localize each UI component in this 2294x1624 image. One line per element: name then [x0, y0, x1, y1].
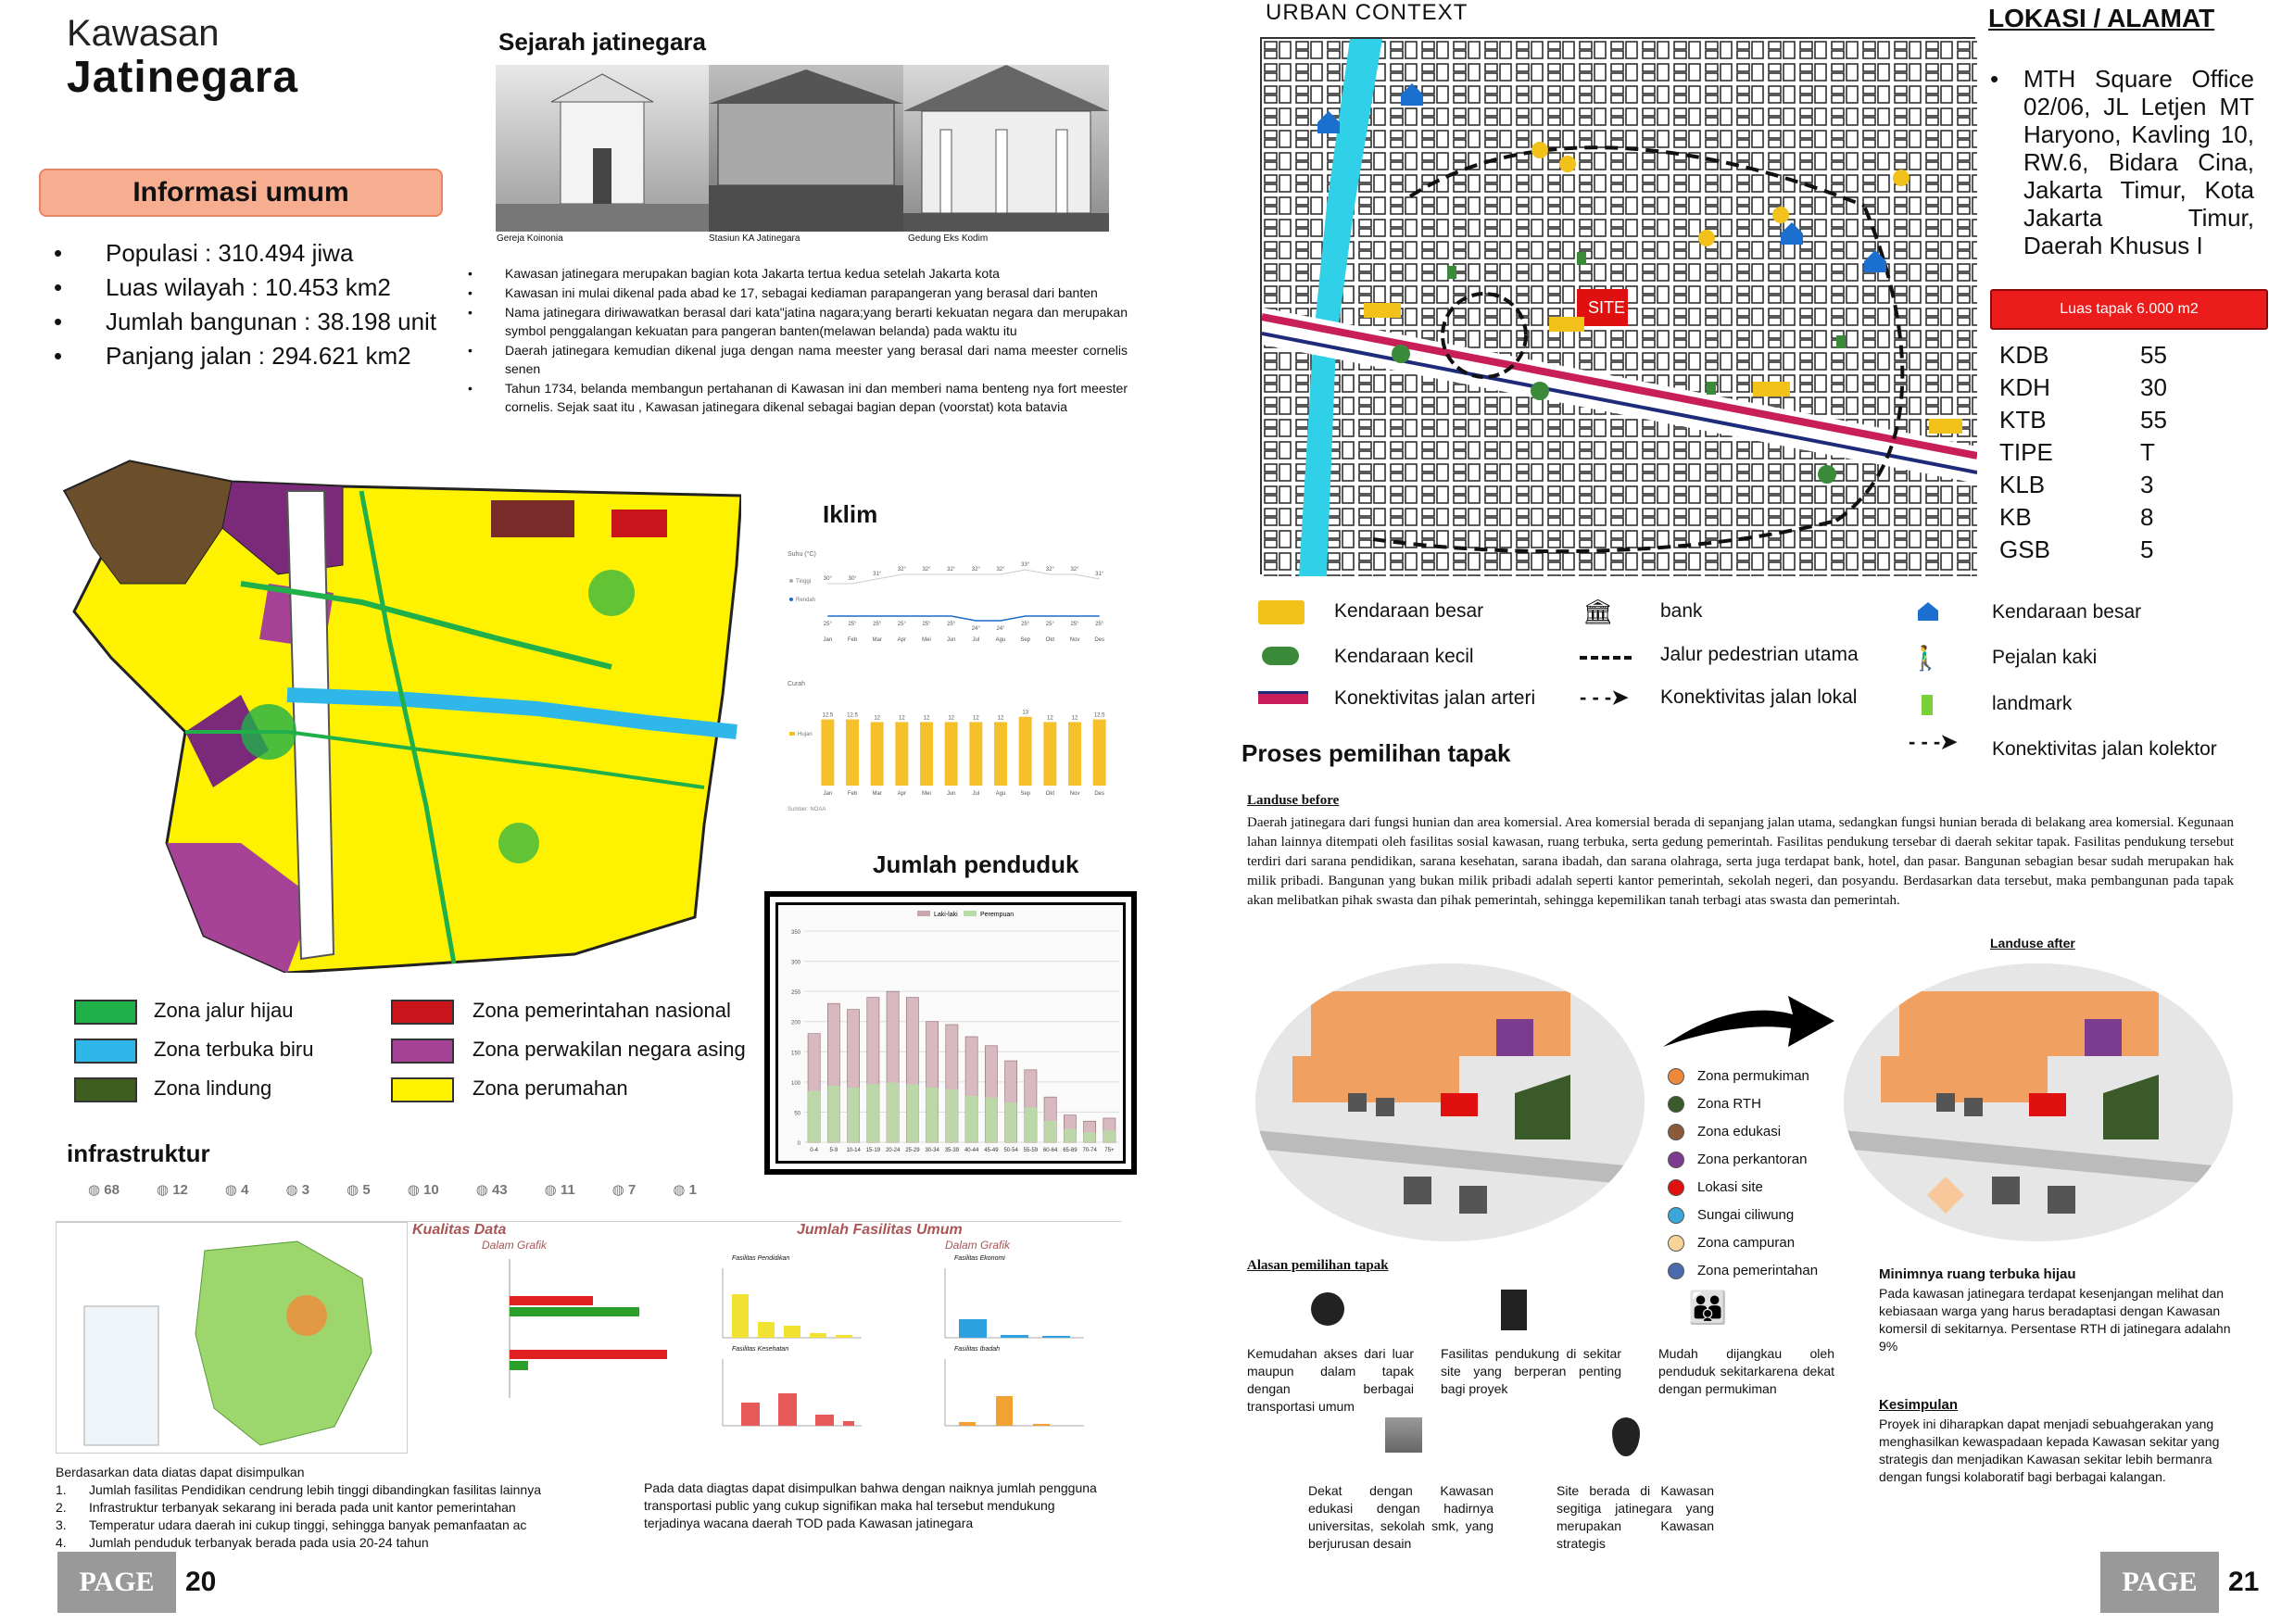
bar-perempuan [906, 1084, 918, 1142]
data-label: 32° [897, 567, 906, 573]
tick-label: 350 [790, 930, 800, 936]
rain-bar [969, 722, 982, 786]
legend-label: Laki-laki [934, 912, 958, 918]
page-title: Jatinegara [67, 53, 299, 102]
zone-legend-label: Sungai ciliwung [1697, 1207, 1795, 1223]
infra-item: ◍ 11 [544, 1182, 575, 1198]
urban-context-title: URBAN CONTEXT [1266, 0, 1468, 25]
rain-bar [821, 720, 834, 786]
landuse-after-title: Landuse after [1990, 936, 2075, 950]
legend-label: Jalur pedestrian utama [1660, 644, 1859, 665]
fasilitas-panel-title: Fasilitas Pendidikan [732, 1255, 790, 1262]
data-label: 12.5 [1093, 712, 1105, 719]
photo-caption: Gedung Eks Kodim [908, 233, 989, 244]
rain-bar [1093, 720, 1106, 786]
data-label: 12 [948, 715, 955, 722]
landuse-text: Daerah jatinegara dari fungsi hunian dan area komersial. Area komersial berada di sepanjang jalan utama, sedangkan fungsi hunian berada di belakang area komersial. Kegunaan lahan lainnya ditempati oleh fasilitas sosial kawasan, ruang terbuka, serta gedung pemerintah. Fasilitas pendukung tersebar di daerah sekitar tapak. Fasilitas pendukung tersebut terdiri dari sarana pendidikan, sarana kesehatan, sarana ibadah, dan sarana olahraga, serta juga terdapat bank, hotel, dan pasar. Bangunan sebagian besar sudah merupakan hak milik pribadi. Bangunan yang bukan milik pribadi adalah seperti kantor pemerintah, sekolah negeri, dan posyandu. Berdasarkan data tersebut, maka pembangunan pada tapak akan melibatkan pihak swasta dan pihak pemerintah, sehingga kepemilikan tanah terbagi atas swasta dan pemerintah. [1247, 815, 2234, 908]
kv-value: 55 [2140, 406, 2167, 434]
kv-key: KLB [1999, 471, 2046, 498]
tick-label: 50-54 [1003, 1148, 1018, 1153]
tick-label: 30-34 [925, 1148, 939, 1153]
zone-legend-label: Zona permukiman [1697, 1068, 1809, 1084]
bar-perempuan [1044, 1121, 1056, 1142]
climate-chart [788, 547, 1121, 815]
zone-legend-label: Zona campuran [1697, 1235, 1796, 1251]
church-photo [496, 65, 709, 232]
data-label: 32° [1070, 567, 1079, 573]
tick-label: 75+ [1104, 1148, 1115, 1153]
infra-item: ◍ 5 [347, 1182, 371, 1198]
high-temp-line [827, 570, 1099, 584]
zone-dot [1668, 1263, 1684, 1279]
tick-label: Feb [847, 637, 858, 643]
tick-label: 35-39 [944, 1148, 960, 1153]
bar-perempuan [887, 1083, 899, 1142]
kesimpulan-title: Kesimpulan [1879, 1397, 1959, 1413]
tick-label: Mar [872, 637, 882, 643]
infra-item: ◍ 7 [611, 1182, 637, 1198]
data-label: 12.5 [847, 712, 858, 719]
history-title: Sejarah jatinegara [498, 28, 706, 56]
tick-label: Sep [1020, 791, 1031, 797]
bar-perempuan [808, 1090, 820, 1142]
proses-title: Proses pemilihan tapak [1242, 739, 1511, 767]
kv-key: TIPE [1999, 438, 2053, 466]
tick-label: 100 [790, 1080, 800, 1087]
data-label: 31° [1095, 572, 1104, 577]
data-label: 24° [996, 626, 1005, 632]
tick-label: Jul [972, 637, 980, 643]
legend-label: bank [1660, 600, 1703, 622]
jakarta-map [56, 1222, 408, 1454]
tick-label: Mei [922, 791, 931, 797]
tick-label: Feb [847, 791, 858, 797]
tick-label: 250 [790, 990, 800, 997]
legend-dot [789, 579, 793, 583]
kv-value: 8 [2140, 503, 2154, 531]
tick-label: 25-29 [905, 1148, 920, 1153]
fasilitas-charts [676, 1250, 1112, 1454]
zone-legend-label: Zona edukasi [1697, 1124, 1782, 1139]
stat-item: • Populasi : 310.494 jiwa [54, 236, 436, 271]
legend-label: Konektivitas jalan kolektor [1992, 738, 2217, 760]
history-item: • Tahun 1734, belanda membangun pertahanan di Kawasan ini dan memberi nama benteng nya fort meester cornelis. Sejak saat itu , Kawasan jatinegara dikenal sebagai bagian depan (voorstat) kota batavia [468, 379, 1128, 416]
infra-icons-row [88, 1181, 697, 1198]
kesimpulan-text: Proyek ini diharapkan dapat menjadi sebuahgerakan yang menghasilkan kewaspadaan kepada Kawasan sekitar yang strategis dan menjadikan Kawasan sekitar lebih bermanra dengan fungsi kolaboratif bagi berbagai kalangan. [1879, 1416, 2220, 1484]
data-label: 25° [1070, 622, 1079, 627]
rain-bar [895, 722, 908, 786]
page-number: 20 [185, 1567, 217, 1597]
legend-label: Tinggi [796, 579, 812, 585]
fasilitas-panel-title: Fasilitas Ibadah [954, 1346, 1001, 1353]
data-label: 12 [997, 715, 1004, 722]
zone-swatch [74, 1039, 137, 1064]
station-photo [709, 65, 903, 232]
landuse-before-map [1255, 963, 1645, 1241]
alasan-item: Dekat dengan Kawasan edukasi dengan hadirnya universitas, sekolah smk, yang berjurusan desain [1308, 1483, 1494, 1551]
data-label: 13 [1022, 710, 1029, 716]
climate-title: Iklim [823, 500, 878, 528]
alasan-item: Kemudahan akses dari luar maupun dalam tapak dengan berbagai transportasi umum [1247, 1346, 1414, 1414]
zone-dot [1668, 1207, 1684, 1224]
alasan-title: Alasan pemilihan tapak [1247, 1258, 1389, 1273]
tick-label: Mar [872, 791, 882, 797]
data-label: 30° [848, 576, 857, 582]
zone-dot [1668, 1124, 1684, 1140]
collector-road-icon: - - -➤ [1909, 730, 1958, 753]
tick-label: Nov [1069, 791, 1080, 797]
tick-label: 150 [790, 1051, 800, 1057]
tick-label: Agu [995, 637, 1006, 643]
tick-label: 45-49 [984, 1148, 999, 1153]
alasan-item: Fasilitas pendukung di sekitar site yang berperan penting bagi proyek [1441, 1346, 1621, 1396]
rain-bar [846, 720, 859, 786]
tick-label: 15-19 [865, 1148, 881, 1153]
tick-label: Mei [922, 637, 931, 643]
tick-label: 200 [790, 1020, 800, 1026]
bar-perempuan [1103, 1130, 1115, 1142]
rain-bar [871, 722, 884, 786]
zone-label: Zona lindung [154, 1076, 272, 1100]
infra-item: ◍ 10 [407, 1182, 439, 1198]
zone-dot [1668, 1152, 1684, 1168]
population-title: Jumlah penduduk [873, 850, 1079, 878]
arterial-road-icon [1258, 691, 1308, 704]
bar-perempuan [848, 1088, 860, 1142]
globe-icon [1311, 1292, 1344, 1326]
people-icon: 👪 [1688, 1290, 1728, 1326]
rth-text: Pada kawasan jatinegara terdapat kesenjangan melihat dan kebiasaan warga yang harus beradaptasi dengan Kawasan komersil di sekitarnya. Persentase RTH di jatinegara adalahn 9% [1879, 1286, 2231, 1353]
population-chart-frame [764, 891, 1137, 1175]
history-item: • Kawasan jatinegara merupakan bagian kota Jakarta tertua kedua setelah Jakarta kota [468, 264, 1128, 283]
tick-label: 50 [794, 1111, 800, 1117]
data-label: 25° [897, 622, 906, 627]
data-label: 32° [996, 567, 1005, 573]
zone-swatch [74, 1000, 137, 1025]
house-icon [1918, 602, 1938, 621]
data-label: 12 [923, 715, 930, 722]
tick-label: Jun [946, 637, 956, 643]
kv-value: 55 [2140, 341, 2167, 369]
legend-label: Kendaraan besar [1334, 600, 1484, 622]
data-label: 32° [1045, 567, 1054, 573]
data-label: 32° [971, 567, 980, 573]
history-item: • Kawasan ini mulai dikenal pada abad ke 17, sebagai kediaman parapangeran yang berasal dari banten [468, 283, 1128, 302]
zone-swatch [391, 1000, 454, 1025]
photo-caption: Stasiun KA Jatinegara [709, 233, 800, 244]
tick-label: Okt [1045, 791, 1055, 797]
tick-label: 0-4 [810, 1148, 818, 1153]
rth-title: Minimnya ruang terbuka hijau [1879, 1266, 2076, 1282]
data-label: 32° [922, 567, 931, 573]
data-label: 12 [874, 715, 881, 722]
page-label: PAGE [2100, 1552, 2219, 1613]
legend-label: landmark [1992, 693, 2073, 714]
kualitas-subtitle: Dalam Grafik [482, 1239, 548, 1252]
axis-label: Curah [788, 681, 806, 687]
tick-label: Jan [823, 791, 833, 797]
history-item: • Nama jatinegara diriwawatkan berasal dari kata"jatina nagara;yang berarti kekuatan negara dan merupakan symbol penggalangan kekuatan para pangeran banten(melawan belanda) pada waktu itu [468, 303, 1128, 340]
zone-dot [1668, 1179, 1684, 1196]
data-label: 25° [823, 622, 832, 627]
luas-tapak-badge: Luas tapak 6.000 m2 [1990, 289, 2268, 330]
infra-item: ◍ 4 [224, 1182, 249, 1198]
stat-item: • Luas wilayah : 10.453 km2 [54, 271, 436, 305]
data-label: 25° [1045, 622, 1054, 627]
data-panel [56, 1221, 1121, 1453]
page-subtitle: Kawasan [67, 13, 220, 54]
rain-bar [1019, 717, 1032, 786]
data-label: 25° [1021, 622, 1030, 627]
tick-label: Sep [1020, 637, 1031, 643]
tick-label: 5-9 [829, 1148, 838, 1153]
lokasi-title: LOKASI / ALAMAT [1988, 4, 2215, 32]
infra-item: ◍ 3 [285, 1182, 310, 1198]
data-label: 12 [1046, 715, 1053, 722]
car-icon [1262, 647, 1299, 665]
tick-label: Des [1094, 791, 1105, 797]
conclusion-intro: Berdasarkan data diatas dapat disimpulkan [56, 1465, 305, 1479]
conclusion-item: 2. Infrastruktur terbanyak sekarang ini berada pada unit kantor pemerintahan [56, 1500, 516, 1515]
kv-value: T [2140, 438, 2155, 466]
landuse-after-map [1844, 963, 2233, 1241]
rain-bar [920, 722, 933, 786]
data-label: 33° [1021, 562, 1030, 568]
address-block: • MTH Square Office 02/06, JL Letjen MT Haryono, Kavling 10, RW.6, Bidara Cina, Jakarta Timur, Kota Jakarta Timur, Daerah Khusus I [1990, 65, 2254, 259]
zone-label: Zona perwakilan negara asing [473, 1038, 746, 1061]
tick-label: Agu [995, 791, 1006, 797]
rain-bar [994, 722, 1007, 786]
rain-bar [1043, 722, 1056, 786]
zone-legend-label: Zona perkantoran [1697, 1152, 1808, 1167]
zone-dot [1668, 1235, 1684, 1252]
info-box: Informasi umum [39, 169, 443, 217]
infra-item: ◍ 43 [475, 1182, 508, 1198]
kualitas-chart [454, 1259, 686, 1416]
infra-title: infrastruktur [67, 1139, 210, 1167]
low-temp-line [827, 616, 1099, 621]
pedestrian-path-icon [1580, 656, 1632, 660]
bar-perempuan [867, 1084, 879, 1142]
address: MTH Square Office 02/06, JL Letjen MT Haryono, Kavling 10, RW.6, Bidara Cina, Jakarta Timur, Kota Jakarta Timur, Daerah Khusus I [2023, 65, 2254, 259]
data-label: 12 [972, 715, 979, 722]
conclusion-item: 3. Temperatur udara daerah ini cukup tinggi, sehingga banyak pemanfaatan ac [56, 1517, 527, 1532]
conclusion-item: 1. Jumlah fasilitas Pendidikan cendrung lebih tinggi dibandingkan fasilitas lainnya [56, 1482, 541, 1497]
tick-label: Des [1094, 637, 1105, 643]
data-label: 12.5 [822, 712, 834, 719]
legend-label: Kendaraan besar [1992, 601, 2142, 623]
conclusion-item: 4. Jumlah penduduk terbanyak berada pada usia 20-24 tahun [56, 1535, 429, 1550]
kv-value: 5 [2140, 535, 2154, 563]
tick-label: 70-74 [1082, 1148, 1097, 1153]
kualitas-title: Kualitas Data [412, 1222, 507, 1238]
kv-key: GSB [1999, 535, 2050, 563]
zone-swatch [74, 1077, 137, 1102]
data-label: 25° [873, 622, 882, 627]
bar-perempuan [926, 1088, 939, 1142]
transition-arrow [1658, 991, 1834, 1056]
data-label: 25° [922, 622, 931, 627]
legend-label: Hujan [798, 732, 813, 737]
landmark-icon [1922, 695, 1933, 715]
tick-label: 0 [797, 1141, 800, 1147]
legend-label: Konektivitas jalan lokal [1660, 686, 1858, 708]
infra-item: ◍ 1 [673, 1182, 697, 1198]
data-label: 12 [898, 715, 905, 722]
data-label: 12 [1071, 715, 1078, 722]
bar-perempuan [1005, 1102, 1017, 1142]
fasilitas-panel-title: Fasilitas Ekonomi [954, 1255, 1005, 1262]
local-road-icon: - - -➤ [1580, 686, 1629, 709]
zone-swatch [391, 1039, 454, 1064]
bar-perempuan [965, 1096, 977, 1142]
site-label: SITE [1588, 298, 1626, 317]
tick-label: Okt [1045, 637, 1055, 643]
tick-label: 60-64 [1042, 1148, 1058, 1153]
zone-label: Zona terbuka biru [154, 1038, 314, 1061]
kv-value: 3 [2140, 471, 2154, 498]
page-label: PAGE [57, 1552, 176, 1613]
alasan-item: Mudah dijangkau oleh penduduk sekitarkarena dekat dengan permukiman [1658, 1346, 1834, 1396]
rain-bar [945, 722, 958, 786]
page-number: 21 [2228, 1567, 2260, 1597]
fasilitas-panel-title: Fasilitas Kesehatan [732, 1346, 789, 1353]
stat-item: • Panjang jalan : 294.621 km2 [54, 339, 436, 373]
zone-label: Zona jalur hijau [154, 999, 294, 1022]
history-item: • Daerah jatinegara kemudian dikenal juga dengan nama meester yang berasal dari nama meester cornelis senen [468, 341, 1128, 378]
kv-key: KDB [1999, 341, 2049, 369]
legend-label: Pejalan kaki [1992, 647, 2098, 668]
bar-perempuan [946, 1089, 958, 1142]
zone-legend-label: Lokasi site [1697, 1179, 1763, 1195]
zoning-map [56, 454, 741, 973]
axis-label: Suhu (°C) [788, 551, 816, 558]
data-label: 25° [848, 622, 857, 627]
legend-label: Rendah [796, 598, 816, 603]
bar-perempuan [827, 1086, 839, 1142]
legend-label: Konektivitas jalan arteri [1334, 687, 1536, 709]
landuse-before-title: Landuse before [1247, 793, 1340, 808]
stat-item: • Jumlah bangunan : 38.198 unit [54, 305, 436, 339]
tick-label: Jan [823, 637, 833, 643]
bank-icon: 🏛 [1582, 598, 1614, 625]
bar-perempuan [1064, 1129, 1076, 1142]
bar-perempuan [1025, 1107, 1037, 1142]
zone-label: Zona pemerintahan nasional [473, 999, 731, 1022]
zone-legend-label: Zona RTH [1697, 1096, 1761, 1112]
legend-label: Perempuan [980, 912, 1015, 918]
zone-dot [1668, 1068, 1684, 1085]
infra-item: ◍ 12 [156, 1182, 188, 1198]
photo-caption: Gereja Koinonia [497, 233, 563, 244]
urban-context-map [1260, 37, 1975, 574]
bar-perempuan [1084, 1132, 1096, 1142]
legend-swatch [917, 911, 930, 916]
zone-swatch [391, 1077, 454, 1102]
rain-bar [1068, 722, 1081, 786]
campus-icon [1385, 1417, 1422, 1453]
tick-label: 300 [790, 960, 800, 966]
building-icon [1501, 1290, 1527, 1330]
pedestrian-icon: 🚶‍♂‍ [1910, 644, 1941, 672]
tick-label: Nov [1069, 637, 1080, 643]
kv-key: KB [1999, 503, 2032, 531]
zone-label: Zona perumahan [473, 1076, 628, 1100]
tick-label: Jun [946, 791, 956, 797]
data-label: 25° [947, 622, 956, 627]
data-label: 32° [947, 567, 956, 573]
zone-dot [1668, 1096, 1684, 1113]
conclusion-left [56, 1464, 621, 1552]
source-label: Sumber: NOAA [788, 807, 826, 812]
data-label: 30° [823, 576, 832, 582]
legend-dot [789, 598, 793, 601]
tick-label: Apr [897, 637, 907, 643]
tick-label: 20-24 [885, 1148, 901, 1153]
tick-label: Apr [897, 791, 907, 797]
infra-item: ◍ 68 [88, 1182, 120, 1198]
bar-perempuan [985, 1098, 997, 1142]
kodim-photo [903, 65, 1109, 232]
fasilitas-title: Jumlah Fasilitas Umum [797, 1222, 963, 1238]
legend-label: Kendaraan kecil [1334, 646, 1474, 667]
legend-swatch [964, 911, 977, 916]
fasilitas-subtitle: Dalam Grafik [945, 1239, 1011, 1252]
stats-list [54, 236, 436, 373]
kv-key: KDH [1999, 373, 2050, 401]
history-list [468, 264, 1128, 417]
data-label: 25° [1095, 622, 1104, 627]
tick-label: 55-59 [1023, 1148, 1039, 1153]
tick-label: Jul [972, 791, 980, 797]
tick-label: 65-69 [1063, 1148, 1078, 1153]
location-pin-icon [1612, 1417, 1640, 1456]
conclusion-right: Pada data diagtas dapat disimpulkan bahwa dengan naiknya jumlah pengguna transportasi public yang cukup signifikan maka hal tersebut mendukung terjadinya wacana daerah TOD pada Kawasan jatinegara [644, 1480, 1097, 1530]
kv-key: KTB [1999, 406, 2047, 434]
alasan-item: Site berada di Kawasan segitiga jatinegara yang merupakan Kawasan strategis [1557, 1483, 1714, 1551]
tick-label: 40-44 [964, 1148, 979, 1153]
tick-label: 10-14 [846, 1148, 861, 1153]
data-label: 24° [971, 626, 980, 632]
truck-icon [1258, 600, 1305, 624]
legend-swatch [789, 732, 795, 736]
zone-legend-label: Zona pemerintahan [1697, 1263, 1819, 1278]
kv-value: 30 [2140, 373, 2167, 401]
data-label: 31° [873, 572, 882, 577]
